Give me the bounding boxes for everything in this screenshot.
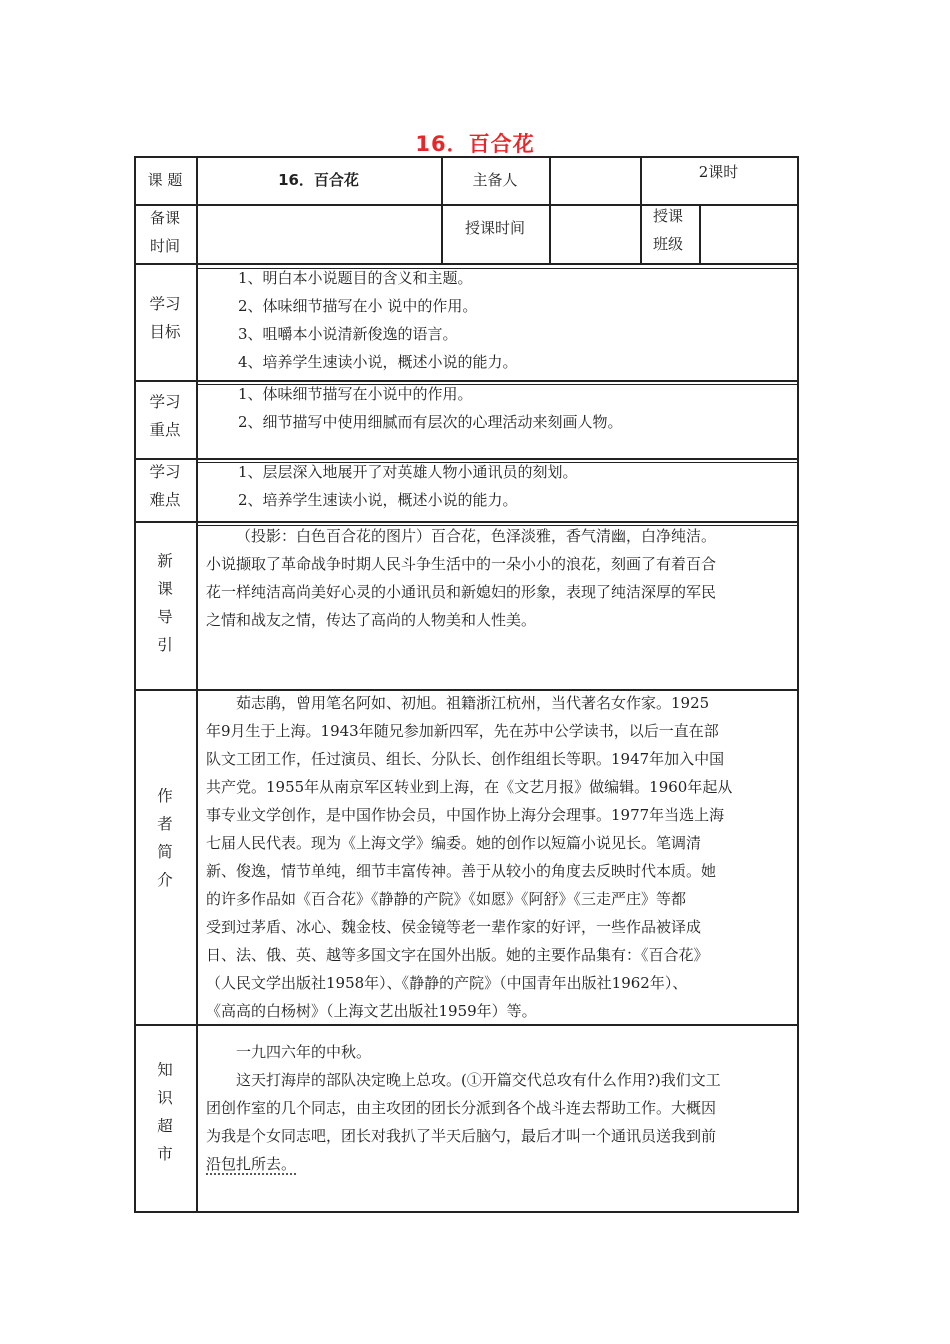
intro-label: 新 课 导 引 [157, 552, 173, 654]
list-item: 1、层层深入地展开了对英雄人物小通讯员的刻划。 [238, 463, 578, 481]
topic-value: 16．百合花 [278, 171, 359, 189]
prep-time-label: 备课 时间 [149, 209, 180, 255]
list-item: 2、细节描写中使用细腻而有层次的心理活动来刻画人物。 [238, 413, 623, 431]
goals-label: 学习 目标 [149, 295, 181, 341]
list-item: 1、明白本小说题目的含义和主题。 [238, 269, 473, 287]
key-points-label: 学习 重点 [149, 393, 181, 439]
list-item: 3、咀嚼本小说清新俊逸的语言。 [238, 325, 458, 343]
topic-label: 课 题 [147, 171, 183, 189]
hours-value: 2课时 [698, 163, 739, 181]
teach-time-label: 授课时间 [464, 219, 525, 237]
page-title: 16．百合花 [415, 132, 535, 156]
goals-list [238, 264, 788, 376]
list-item: 1、体味细节描写在小说中的作用。 [238, 385, 473, 403]
knowledge-paragraph: 一九四六年的中秋。 这天打海岸的部队决定晚上总攻。(①开篇交代总攻有什么作用?)我们文工 团创作室的几个同志，由主攻团的团长分派到各个战斗连去帮助工作。大概因 为我是个女同志吧，团长对我扒了半天后脑勺，最后才叫一个通讯员送我到前 沿包扎所去。 [206, 1043, 721, 1173]
author-paragraph: 茹志鹃，曾用笔名阿如、初旭。祖籍浙江杭州，当代著名女作家。1925 年9月生于上海。1943年随兄参加新四军，先在苏中公学读书，以后一直在部 队文工团工作，任过演员、组长、分队长、创作组组长等职。1947年加入中国 共产党。1955年从南京军区转业到上海，在《文艺月报》做编辑。1960年起从 事专业文学创作，是中国作协会员，中国作协上海分会理事。1977年当选上海 七届人民代表。现为《上海文学》编委。她的创作以短篇小说见长。笔调清 新、俊逸，情节单纯，细节丰富传神。善于从较小的角度去反映时代本质。她 的许多作品如《百合花》《静静的产院》《如愿》《阿舒》《三走严庄》等都 受到过茅盾、冰心、魏金枝、侯金镜等老一辈作家的好评，一些作品被译成 日、法、俄、英、越等多国文字在国外出版。她的主要作品集有：《百合花》 （人民文学出版社1958年）、《静静的产院》（中国青年出版社1962年）、 《高高的白杨树》（上海文艺出版社1959年）等。 [206, 694, 733, 1020]
knowledge-label: 知 识 超 市 [157, 1061, 173, 1163]
author-label: 作 者 简 介 [157, 787, 173, 889]
list-item: 4、培养学生速读小说，概述小说的能力。 [238, 353, 518, 371]
lesson-plan-table [134, 156, 799, 1213]
class-label: 授课 班级 [653, 207, 684, 253]
intro-paragraph: （投影：白色百合花的图片）百合花，色泽淡雅，香气清幽，白净纯洁。 小说撷取了革命战争时期人民斗争生活中的一朵小小的浪花，刻画了有着百合 花一样纯洁高尚美好心灵的小通讯员和新媳妇的形象，表现了纯洁深厚的军民 之情和战友之情，传达了高尚的人物美和人性美。 [206, 527, 717, 629]
difficulties-list [238, 458, 788, 514]
difficulties-label: 学习 难点 [149, 463, 181, 509]
key-points-list [238, 380, 788, 436]
list-item: 2、体味细节描写在小 说中的作用。 [238, 297, 478, 315]
preparer-label: 主备人 [472, 171, 518, 189]
list-item: 2、培养学生速读小说，概述小说的能力。 [238, 491, 518, 509]
